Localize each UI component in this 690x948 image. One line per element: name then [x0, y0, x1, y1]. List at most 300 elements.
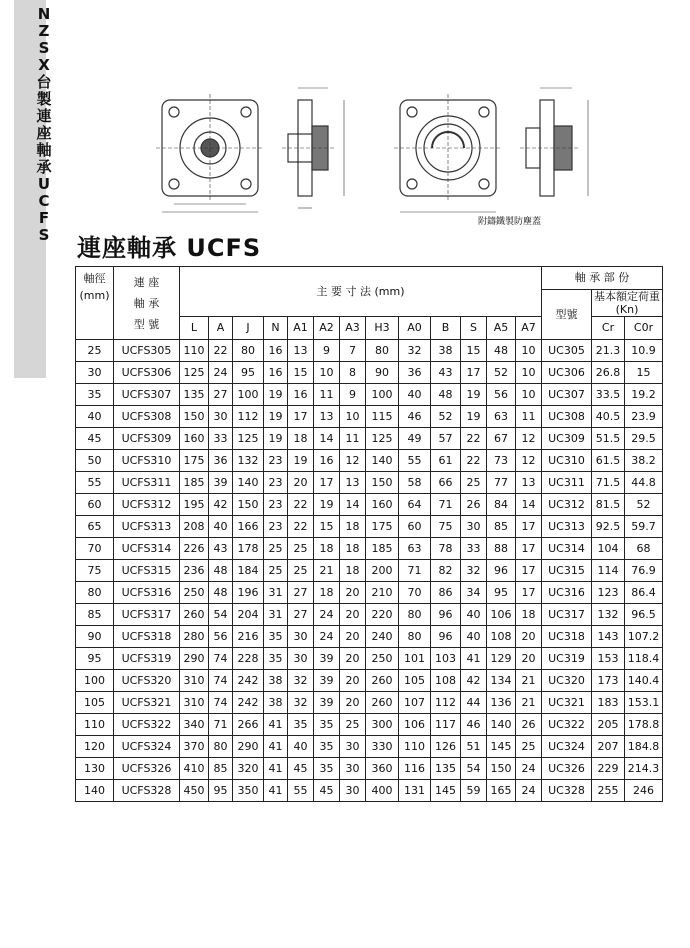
table-cell: UCFS324	[114, 736, 180, 758]
table-cell: 126	[431, 736, 461, 758]
table-row	[76, 736, 663, 758]
page-heading: 連座軸承 UCFS	[77, 234, 262, 262]
table-cell: 21.3	[592, 340, 625, 362]
table-cell: 255	[592, 780, 625, 802]
table-cell: 13	[340, 472, 366, 494]
table-cell: 160	[180, 428, 209, 450]
table-cell: 123	[592, 582, 625, 604]
table-cell: 35	[264, 648, 288, 670]
table-cell: 118.4	[625, 648, 663, 670]
table-cell: 12	[516, 428, 542, 450]
table-cell: 31	[264, 604, 288, 626]
table-cell: 210	[366, 582, 399, 604]
table-cell: 40	[399, 384, 431, 406]
table-cell: 228	[233, 648, 264, 670]
table-cell: 112	[431, 692, 461, 714]
table-cell: 350	[233, 780, 264, 802]
table-row	[76, 384, 663, 406]
table-cell: 150	[180, 406, 209, 428]
table-cell: 39	[314, 648, 340, 670]
table-cell: 23.9	[625, 406, 663, 428]
table-cell: 260	[366, 670, 399, 692]
table-cell: 246	[625, 780, 663, 802]
table-row	[76, 450, 663, 472]
table-cell: 9	[340, 384, 366, 406]
table-cell: 10	[314, 362, 340, 384]
table-cell: 39	[209, 472, 233, 494]
table-body	[76, 267, 663, 802]
technical-drawings	[150, 70, 610, 230]
table-cell: 110	[399, 736, 431, 758]
table-cell: 30	[340, 780, 366, 802]
table-cell: 175	[180, 450, 209, 472]
table-cell: 73	[487, 450, 516, 472]
table-cell: 78	[431, 538, 461, 560]
table-cell: 84	[487, 494, 516, 516]
dim-header-a0: A0	[399, 317, 431, 340]
table-cell: 43	[431, 362, 461, 384]
table-cell: 24	[209, 362, 233, 384]
table-cell: UCFS319	[114, 648, 180, 670]
table-row	[76, 538, 663, 560]
table-cell: 116	[399, 758, 431, 780]
table-cell: 16	[288, 384, 314, 406]
table-cell: 39	[314, 670, 340, 692]
table-row	[76, 626, 663, 648]
table-cell: 52	[625, 494, 663, 516]
table-cell: 145	[431, 780, 461, 802]
table-cell: 52	[487, 362, 516, 384]
table-cell: 23	[264, 516, 288, 538]
table-cell: 35	[314, 736, 340, 758]
table-cell: 131	[399, 780, 431, 802]
table-cell: 40	[288, 736, 314, 758]
table-cell: 290	[233, 736, 264, 758]
table-cell: 57	[431, 428, 461, 450]
table-cell: 96.5	[625, 604, 663, 626]
table-cell: UCFS312	[114, 494, 180, 516]
dim-header-a: A	[209, 317, 233, 340]
table-cell: 33.5	[592, 384, 625, 406]
table-cell: UCFS309	[114, 428, 180, 450]
table-cell: 18	[314, 538, 340, 560]
table-cell: 31	[264, 582, 288, 604]
table-cell: 130	[76, 758, 114, 780]
dim-header-h3: H3	[366, 317, 399, 340]
table-cell: UCFS311	[114, 472, 180, 494]
table-cell: 106	[487, 604, 516, 626]
table-cell: 18	[288, 428, 314, 450]
table-cell: UCFS317	[114, 604, 180, 626]
table-cell: 85	[487, 516, 516, 538]
table-cell: UC305	[542, 340, 592, 362]
table-row	[76, 472, 663, 494]
table-cell: 140	[366, 450, 399, 472]
table-cell: 10	[516, 340, 542, 362]
table-cell: 50	[76, 450, 114, 472]
table-cell: 63	[399, 538, 431, 560]
table-cell: UCFS326	[114, 758, 180, 780]
table-row	[76, 648, 663, 670]
table-cell: UC319	[542, 648, 592, 670]
table-cell: 61	[431, 450, 461, 472]
table-cell: 11	[314, 384, 340, 406]
table-cell: 68	[625, 538, 663, 560]
table-cell: 19	[264, 406, 288, 428]
table-cell: UC306	[542, 362, 592, 384]
table-cell: 56	[209, 626, 233, 648]
table-cell: 400	[366, 780, 399, 802]
table-cell: 86.4	[625, 582, 663, 604]
table-cell: 143	[592, 626, 625, 648]
bearing-header: 軸 承 部 份	[542, 267, 663, 290]
table-cell: 25	[288, 538, 314, 560]
table-row	[76, 362, 663, 384]
table-cell: 204	[233, 604, 264, 626]
table-cell: 132	[233, 450, 264, 472]
table-cell: UCFS315	[114, 560, 180, 582]
table-cell: 25	[76, 340, 114, 362]
table-cell: 25	[340, 714, 366, 736]
table-cell: 96	[431, 626, 461, 648]
table-cell: 410	[180, 758, 209, 780]
table-cell: 45	[76, 428, 114, 450]
table-cell: 112	[233, 406, 264, 428]
table-cell: 300	[366, 714, 399, 736]
table-cell: 30	[76, 362, 114, 384]
table-cell: 27	[209, 384, 233, 406]
table-cell: 71	[399, 560, 431, 582]
table-cell: 51	[461, 736, 487, 758]
dims-header: 主 要 寸 法 (mm)	[180, 267, 542, 317]
table-cell: 135	[180, 384, 209, 406]
table-cell: 114	[592, 560, 625, 582]
table-cell: 48	[487, 340, 516, 362]
table-cell: 74	[209, 670, 233, 692]
table-cell: 32	[461, 560, 487, 582]
table-cell: 175	[366, 516, 399, 538]
table-cell: 38	[264, 670, 288, 692]
table-cell: 135	[431, 758, 461, 780]
table-cell: 108	[487, 626, 516, 648]
table-cell: UC315	[542, 560, 592, 582]
table-cell: 80	[399, 626, 431, 648]
table-cell: 18	[314, 582, 340, 604]
table-cell: 41	[264, 780, 288, 802]
table-cell: 95	[76, 648, 114, 670]
table-cell: 30	[340, 736, 366, 758]
table-cell: UC312	[542, 494, 592, 516]
model-header: 連 座 軸 承 型 號	[114, 267, 180, 340]
table-cell: 195	[180, 494, 209, 516]
drawing-note: 附鑄鐵製防塵蓋	[478, 217, 542, 227]
table-cell: 48	[431, 384, 461, 406]
table-cell: 51.5	[592, 428, 625, 450]
table-cell: 7	[340, 340, 366, 362]
table-cell: 450	[180, 780, 209, 802]
table-cell: 58	[399, 472, 431, 494]
table-row	[76, 428, 663, 450]
table-cell: 132	[592, 604, 625, 626]
dim-header-n: N	[264, 317, 288, 340]
table-cell: 36	[399, 362, 431, 384]
table-cell: 25	[264, 538, 288, 560]
cr-header: Cr	[592, 317, 625, 340]
table-cell: 140	[76, 780, 114, 802]
table-row	[76, 714, 663, 736]
table-cell: 60	[399, 516, 431, 538]
table-cell: 41	[264, 736, 288, 758]
table-cell: 30	[209, 406, 233, 428]
table-cell: 250	[180, 582, 209, 604]
table-cell: 15	[288, 362, 314, 384]
table-cell: 100	[233, 384, 264, 406]
table-cell: 77	[487, 472, 516, 494]
c0r-header: C0r	[625, 317, 663, 340]
table-cell: 20	[340, 604, 366, 626]
table-cell: 14	[314, 428, 340, 450]
table-cell: UCFS314	[114, 538, 180, 560]
table-cell: 229	[592, 758, 625, 780]
table-cell: 32	[288, 670, 314, 692]
table-cell: 41	[461, 648, 487, 670]
table-cell: 24	[516, 758, 542, 780]
table-cell: 20	[340, 626, 366, 648]
table-cell: UCFS308	[114, 406, 180, 428]
table-cell: 30	[461, 516, 487, 538]
table-cell: 242	[233, 670, 264, 692]
table-cell: UC311	[542, 472, 592, 494]
table-cell: 71	[431, 494, 461, 516]
table-cell: 95	[233, 362, 264, 384]
table-cell: 216	[233, 626, 264, 648]
table-cell: 104	[592, 538, 625, 560]
table-cell: 207	[592, 736, 625, 758]
table-cell: 107	[399, 692, 431, 714]
table-cell: 160	[366, 494, 399, 516]
table-cell: 45	[314, 780, 340, 802]
table-cell: UCFS316	[114, 582, 180, 604]
table-cell: 260	[180, 604, 209, 626]
table-cell: 35	[314, 714, 340, 736]
table-cell: 52	[431, 406, 461, 428]
table-cell: 71.5	[592, 472, 625, 494]
table-cell: 103	[431, 648, 461, 670]
dim-header-b: B	[431, 317, 461, 340]
table-cell: 9	[314, 340, 340, 362]
table-cell: 21	[516, 692, 542, 714]
table-cell: 140	[487, 714, 516, 736]
table-cell: 27	[288, 604, 314, 626]
table-cell: 66	[431, 472, 461, 494]
table-cell: UCFS306	[114, 362, 180, 384]
table-cell: 30	[288, 648, 314, 670]
table-cell: 42	[209, 494, 233, 516]
table-cell: 110	[76, 714, 114, 736]
table-cell: 96	[431, 604, 461, 626]
load-header: 基本額定荷重 (Kn)	[592, 290, 663, 317]
table-cell: 19	[461, 384, 487, 406]
table-cell: 100	[366, 384, 399, 406]
table-cell: 22	[461, 450, 487, 472]
table-cell: 45	[288, 758, 314, 780]
bore-header: 軸徑 (mm)	[76, 267, 114, 340]
table-row	[76, 340, 663, 362]
table-cell: 10	[516, 362, 542, 384]
table-cell: 44.8	[625, 472, 663, 494]
table-cell: 33	[209, 428, 233, 450]
table-cell: 10	[340, 406, 366, 428]
table-cell: 8	[340, 362, 366, 384]
table-cell: 17	[461, 362, 487, 384]
table-cell: 74	[209, 692, 233, 714]
table-cell: 196	[233, 582, 264, 604]
table-cell: 205	[592, 714, 625, 736]
table-cell: 75	[431, 516, 461, 538]
table-cell: 25	[288, 560, 314, 582]
table-cell: 150	[233, 494, 264, 516]
table-cell: 18	[340, 516, 366, 538]
table-cell: 153	[592, 648, 625, 670]
table-cell: UC328	[542, 780, 592, 802]
table-cell: 166	[233, 516, 264, 538]
table-cell: 39	[314, 692, 340, 714]
table-cell: 20	[516, 626, 542, 648]
table-cell: 19	[288, 450, 314, 472]
table-cell: 74	[209, 648, 233, 670]
table-cell: 15	[625, 362, 663, 384]
table-cell: 226	[180, 538, 209, 560]
table-cell: 80	[76, 582, 114, 604]
table-cell: 20	[340, 670, 366, 692]
table-cell: 59.7	[625, 516, 663, 538]
table-cell: UC316	[542, 582, 592, 604]
table-cell: 96	[487, 560, 516, 582]
table-cell: UCFS318	[114, 626, 180, 648]
table-cell: 20	[340, 648, 366, 670]
table-cell: 10.9	[625, 340, 663, 362]
table-cell: 63	[487, 406, 516, 428]
table-cell: 82	[431, 560, 461, 582]
table-cell: 10	[516, 384, 542, 406]
table-cell: 90	[366, 362, 399, 384]
table-cell: 129	[487, 648, 516, 670]
table-cell: 184.8	[625, 736, 663, 758]
table-cell: 260	[366, 692, 399, 714]
table-cell: 25	[461, 472, 487, 494]
table-cell: 17	[288, 406, 314, 428]
table-cell: 41	[264, 714, 288, 736]
table-cell: 27	[288, 582, 314, 604]
table-cell: 44	[461, 692, 487, 714]
table-cell: 140	[233, 472, 264, 494]
table-cell: 76.9	[625, 560, 663, 582]
table-cell: 140.4	[625, 670, 663, 692]
dim-header-a3: A3	[340, 317, 366, 340]
table-cell: 280	[180, 626, 209, 648]
table-cell: 105	[76, 692, 114, 714]
table-cell: 55	[76, 472, 114, 494]
table-cell: 81.5	[592, 494, 625, 516]
table-cell: 150	[366, 472, 399, 494]
table-cell: UC317	[542, 604, 592, 626]
table-cell: 24	[516, 780, 542, 802]
table-cell: 35	[314, 758, 340, 780]
table-cell: 43	[209, 538, 233, 560]
table-cell: 35	[264, 626, 288, 648]
table-row	[76, 780, 663, 802]
table-cell: 15	[461, 340, 487, 362]
table-cell: 330	[366, 736, 399, 758]
table-cell: 250	[366, 648, 399, 670]
table-cell: 26	[516, 714, 542, 736]
table-cell: 115	[366, 406, 399, 428]
table-cell: 70	[76, 538, 114, 560]
table-cell: 23	[264, 472, 288, 494]
table-cell: 88	[487, 538, 516, 560]
table-cell: 16	[314, 450, 340, 472]
table-row	[76, 582, 663, 604]
table-cell: 22	[288, 516, 314, 538]
table-cell: 56	[487, 384, 516, 406]
table-cell: 19	[461, 406, 487, 428]
dim-header-j: J	[233, 317, 264, 340]
table-row	[76, 494, 663, 516]
table-cell: 106	[399, 714, 431, 736]
table-cell: 14	[340, 494, 366, 516]
table-cell: 80	[209, 736, 233, 758]
table-cell: UCFS321	[114, 692, 180, 714]
table-cell: 185	[180, 472, 209, 494]
spec-table	[75, 266, 663, 802]
table-cell: 38	[431, 340, 461, 362]
table-cell: 11	[340, 428, 366, 450]
table-cell: 54	[209, 604, 233, 626]
table-cell: 18	[340, 538, 366, 560]
table-cell: 40	[76, 406, 114, 428]
table-cell: UCFS305	[114, 340, 180, 362]
table-cell: 153.1	[625, 692, 663, 714]
table-cell: 40	[209, 516, 233, 538]
table-cell: 178.8	[625, 714, 663, 736]
table-cell: 320	[233, 758, 264, 780]
dim-header-s: S	[461, 317, 487, 340]
table-row	[76, 692, 663, 714]
table-cell: UCFS320	[114, 670, 180, 692]
table-row	[76, 670, 663, 692]
table-cell: 125	[180, 362, 209, 384]
table-cell: 23	[264, 450, 288, 472]
table-cell: 150	[487, 758, 516, 780]
table-cell: 145	[487, 736, 516, 758]
table-cell: 25	[264, 560, 288, 582]
table-cell: 36	[209, 450, 233, 472]
table-cell: 67	[487, 428, 516, 450]
table-cell: 17	[516, 582, 542, 604]
table-cell: 125	[366, 428, 399, 450]
dim-header-a5: A5	[487, 317, 516, 340]
table-cell: 49	[399, 428, 431, 450]
table-cell: UC310	[542, 450, 592, 472]
table-cell: 107.2	[625, 626, 663, 648]
table-cell: 40.5	[592, 406, 625, 428]
table-cell: 173	[592, 670, 625, 692]
table-cell: UC321	[542, 692, 592, 714]
table-cell: 100	[76, 670, 114, 692]
table-cell: 134	[487, 670, 516, 692]
table-cell: 370	[180, 736, 209, 758]
table-cell: 95	[209, 780, 233, 802]
